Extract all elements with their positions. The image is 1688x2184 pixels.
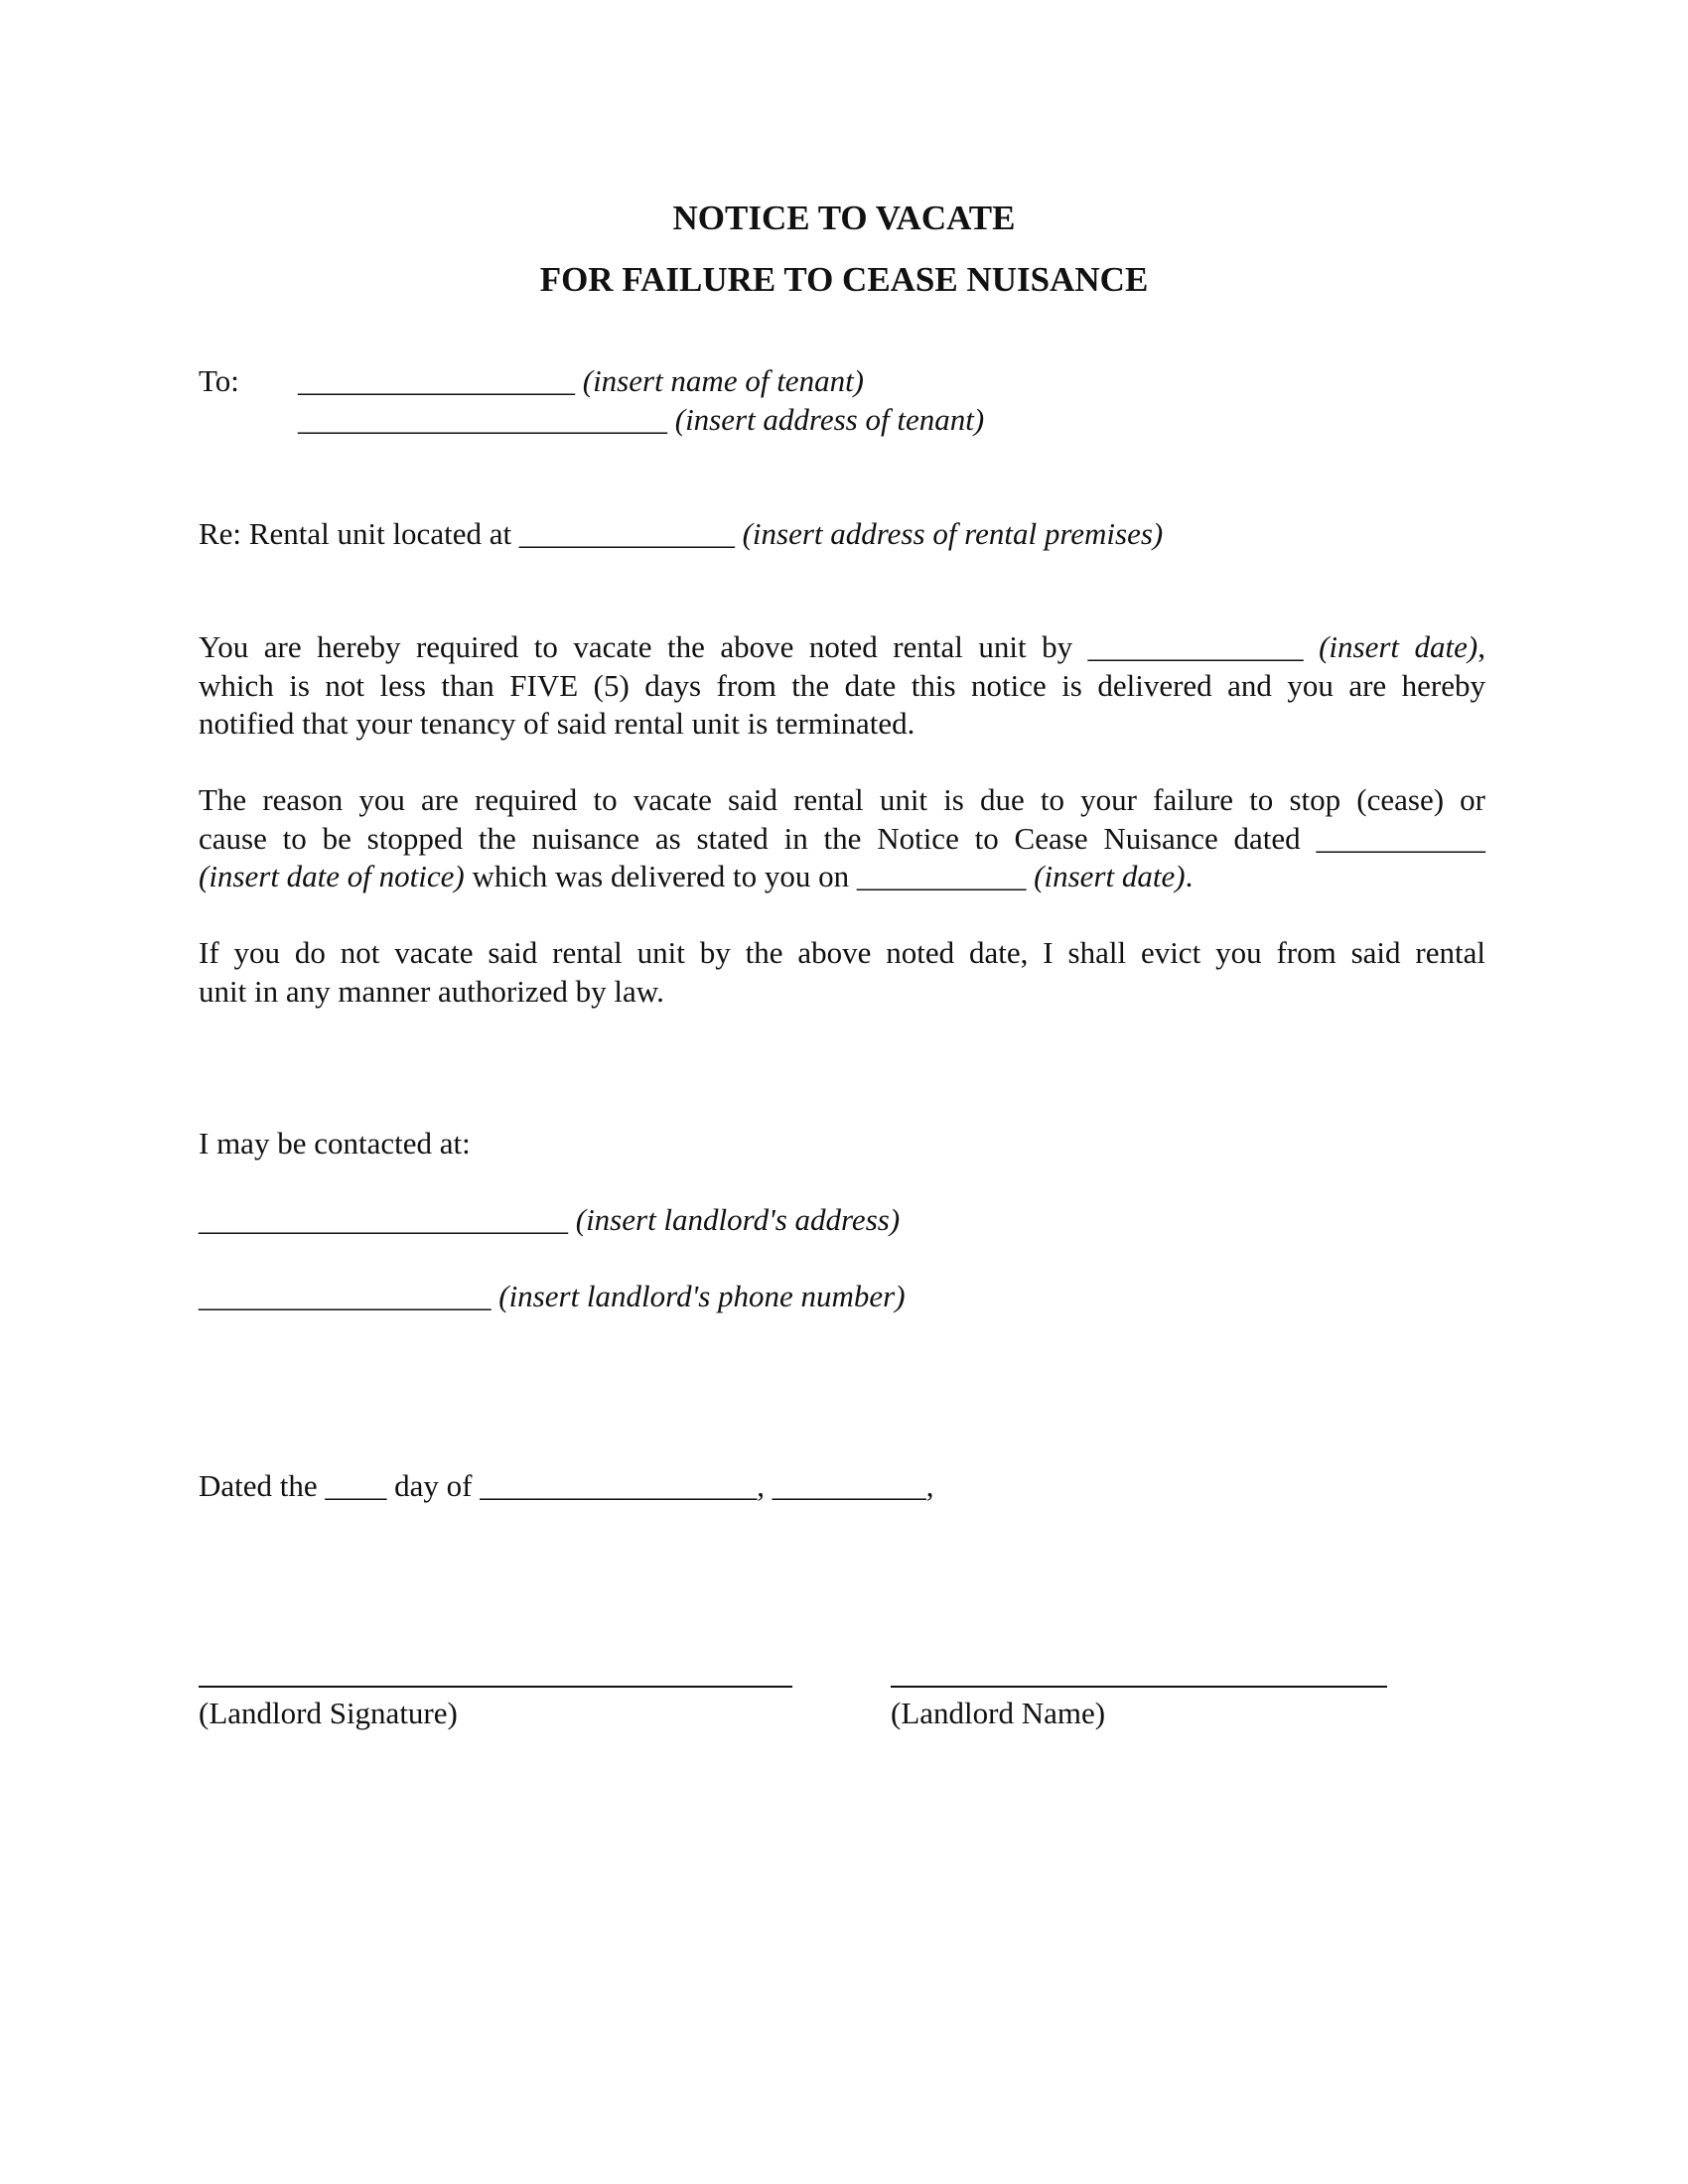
re-prefix: Re: Rental unit located at bbox=[199, 516, 512, 551]
paragraph-vacate-notice bbox=[199, 628, 1485, 744]
tenant-address-blank: ________________________ bbox=[298, 402, 667, 437]
tenant-name-line bbox=[298, 362, 864, 400]
landlord-address-hint: (insert landlord's address) bbox=[575, 1202, 901, 1237]
dated-line: Dated the ____ day of __________________, __________, bbox=[199, 1468, 934, 1503]
contact-intro: I may be contacted at: bbox=[199, 1126, 471, 1160]
tenant-address-line bbox=[298, 401, 984, 439]
paragraph-2-line-3: (insert date of notice) which was delivered to you on ___________ (insert date). bbox=[199, 859, 1194, 893]
tenant-address-hint: (insert address of tenant) bbox=[674, 402, 985, 437]
paragraph-reason bbox=[199, 781, 1485, 896]
landlord-address-line bbox=[199, 1201, 900, 1239]
signature-rule bbox=[199, 1686, 792, 1688]
name-rule bbox=[891, 1686, 1387, 1688]
paragraph-3-line-1: If you do not vacate said rental unit by the above noted date, I shall evict you from said rental bbox=[199, 935, 1485, 970]
landlord-phone-hint: (insert landlord's phone number) bbox=[498, 1279, 906, 1313]
re-blank: ______________ bbox=[518, 516, 735, 551]
paragraph-1-line-2: which is not less than FIVE (5) days from the date this notice is delivered and you are hereby bbox=[199, 667, 1485, 703]
tenant-name-blank: __________________ bbox=[298, 363, 575, 398]
tenant-name-hint: (insert name of tenant) bbox=[582, 363, 865, 398]
landlord-phone-line bbox=[199, 1278, 906, 1315]
landlord-phone-blank: ___________________ bbox=[199, 1279, 492, 1313]
paragraph-3-line-2: unit in any manner authorized by law. bbox=[199, 973, 664, 1009]
paragraph-eviction bbox=[199, 934, 1485, 1011]
title-line-2: FOR FAILURE TO CEASE NUISANCE bbox=[539, 260, 1149, 299]
paragraph-2-line-2: cause to be stopped the nuisance as stated in the Notice to Cease Nuisance dated ___________ bbox=[199, 820, 1485, 856]
paragraph-1-line-1: You are hereby required to vacate the above noted rental unit by ______________ (insert date), bbox=[199, 629, 1485, 664]
landlord-name-label: (Landlord Name) bbox=[891, 1696, 1106, 1730]
paragraph-2-line-1: The reason you are required to vacate said rental unit is due to your failure to stop (cease) or bbox=[199, 782, 1485, 817]
landlord-address-blank: ________________________ bbox=[199, 1202, 568, 1237]
re-line bbox=[199, 515, 1163, 553]
title-line-1: NOTICE TO VACATE bbox=[672, 199, 1016, 237]
to-label: To: bbox=[199, 363, 239, 398]
landlord-signature-label: (Landlord Signature) bbox=[199, 1696, 458, 1730]
re-hint: (insert address of rental premises) bbox=[742, 516, 1164, 551]
paragraph-1-line-3: notified that your tenancy of said rental unit is terminated. bbox=[199, 706, 915, 741]
